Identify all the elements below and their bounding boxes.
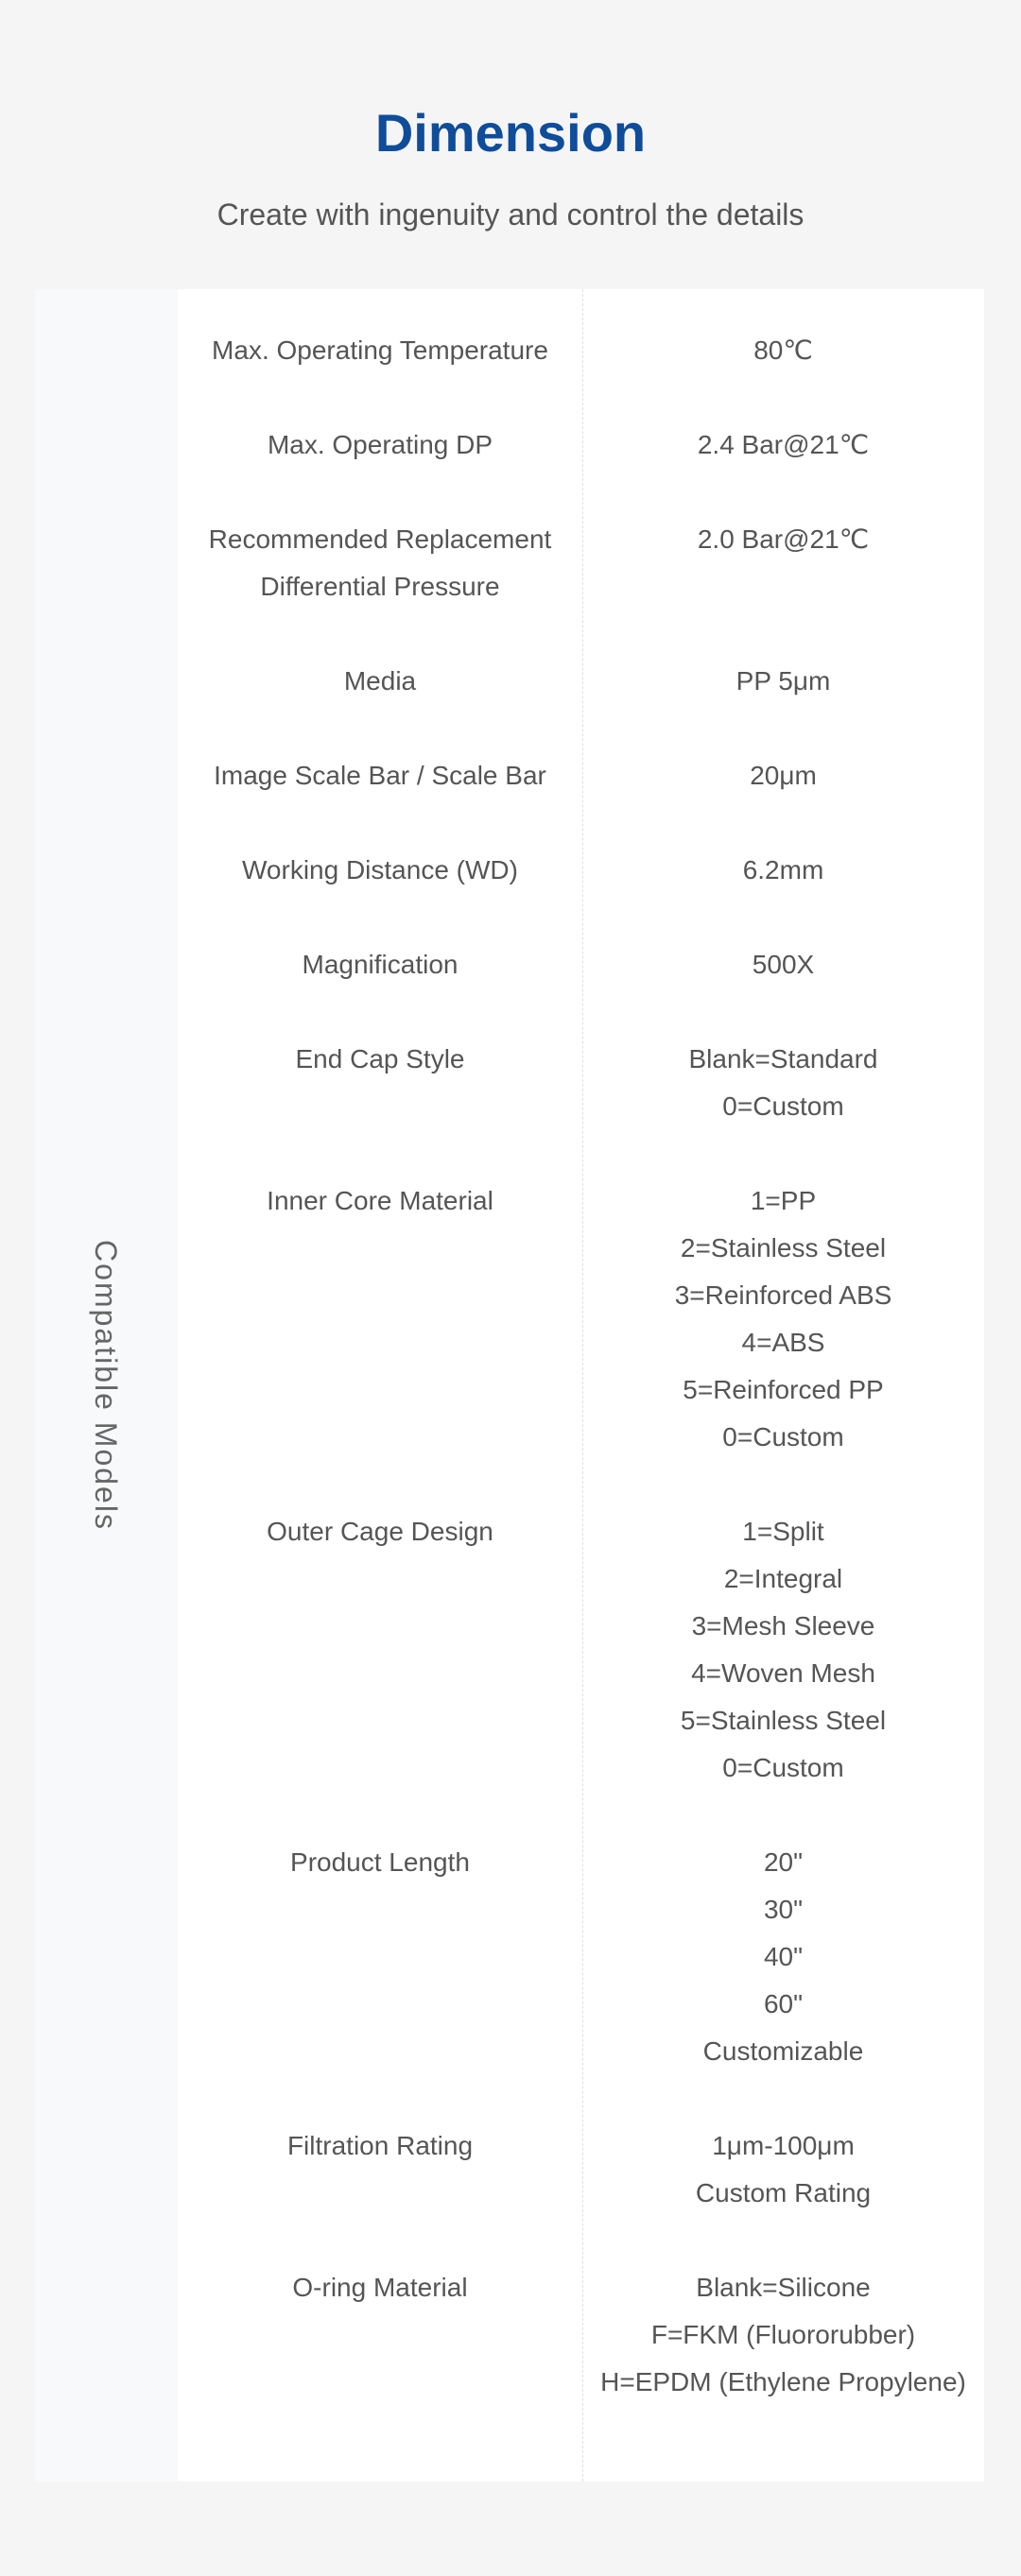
spec-value: 20" — [763, 1847, 804, 1877]
spec-rows — [178, 327, 984, 2453]
spec-values — [582, 847, 984, 894]
spec-label: End Cap Style — [295, 1044, 465, 1073]
spec-value: 30" — [763, 1895, 804, 1924]
side-label: Compatible Models — [89, 1240, 123, 1531]
spec-values — [582, 941, 984, 988]
spec-value: 1=Split — [742, 1517, 824, 1546]
spec-label: Working Distance (WD) — [242, 855, 518, 884]
spec-label: Media — [343, 666, 417, 696]
spec-value: 2.0 Bar@21℃ — [697, 524, 870, 554]
spec-label: Max. Operating DP — [267, 430, 493, 459]
spec-label: Max. Operating Temperature — [212, 335, 548, 365]
spec-row — [178, 1839, 984, 2075]
spec-value: F=FKM (Fluororubber) — [650, 2320, 916, 2349]
spec-label: Recommended Replacement Differential Pressure — [208, 524, 552, 601]
spec-label: Inner Core Material — [267, 1186, 493, 1215]
spec-value: Custom Rating — [695, 2178, 872, 2207]
spec-row — [178, 2122, 984, 2217]
spec-label: Product Length — [290, 1847, 470, 1877]
spec-values — [582, 658, 984, 705]
spec-row — [178, 421, 984, 469]
spec-value: 5=Stainless Steel — [680, 1706, 887, 1735]
side-column — [35, 289, 178, 2482]
spec-row — [178, 1508, 984, 1792]
spec-value: 0=Custom — [722, 1753, 844, 1782]
spec-value: 0=Custom — [722, 1422, 844, 1451]
spec-label: Outer Cage Design — [267, 1517, 493, 1546]
spec-values — [582, 1839, 984, 2075]
page-title: Dimension — [374, 103, 647, 163]
spec-value: 3=Mesh Sleeve — [691, 1611, 875, 1640]
spec-value: 1=PP — [750, 1186, 817, 1215]
spec-value: 5=Reinforced PP — [683, 1375, 884, 1404]
spec-row — [178, 1036, 984, 1130]
spec-value: 80℃ — [753, 335, 813, 365]
spec-value: 20μm — [750, 761, 817, 790]
spec-row — [178, 941, 984, 988]
spec-table — [35, 289, 984, 2482]
spec-value: 4=ABS — [741, 1328, 825, 1357]
spec-value: Blank=Silicone — [696, 2273, 871, 2302]
spec-values — [582, 1036, 984, 1130]
spec-value: 4=Woven Mesh — [691, 1658, 875, 1688]
spec-row — [178, 516, 984, 610]
spec-value: 500X — [752, 950, 815, 979]
spec-row — [178, 847, 984, 894]
spec-label: Image Scale Bar / Scale Bar — [214, 761, 546, 790]
spec-row — [178, 327, 984, 374]
spec-row — [178, 658, 984, 705]
spec-value: Customizable — [702, 2036, 864, 2066]
spec-value: 2.4 Bar@21℃ — [697, 430, 870, 459]
spec-value: 1μm-100μm — [712, 2131, 855, 2160]
spec-label: O-ring Material — [292, 2273, 468, 2302]
spec-values — [582, 421, 984, 469]
spec-row — [178, 1177, 984, 1461]
page-subtitle: Create with ingenuity and control the details — [216, 197, 805, 232]
spec-label: Magnification — [302, 950, 459, 979]
spec-value: 60" — [763, 1989, 804, 2018]
spec-value: Blank=Standard — [688, 1044, 878, 1073]
spec-value: PP 5μm — [735, 666, 831, 696]
spec-value: 2=Stainless Steel — [680, 1233, 887, 1262]
spec-values — [582, 1508, 984, 1792]
spec-value: 0=Custom — [722, 1091, 844, 1121]
spec-row — [178, 2264, 984, 2406]
spec-values — [582, 2264, 984, 2406]
spec-value: H=EPDM (Ethylene Propylene) — [600, 2367, 966, 2396]
spec-values — [582, 2122, 984, 2217]
spec-label: Filtration Rating — [286, 2131, 474, 2160]
spec-values — [582, 752, 984, 799]
spec-values — [582, 1177, 984, 1461]
spec-values — [582, 327, 984, 374]
spec-values — [582, 516, 984, 610]
spec-value: 2=Integral — [723, 1564, 843, 1593]
spec-value: 3=Reinforced ABS — [674, 1280, 892, 1310]
spec-row — [178, 752, 984, 799]
spec-value: 6.2mm — [742, 855, 824, 884]
spec-value: 40" — [763, 1942, 804, 1971]
